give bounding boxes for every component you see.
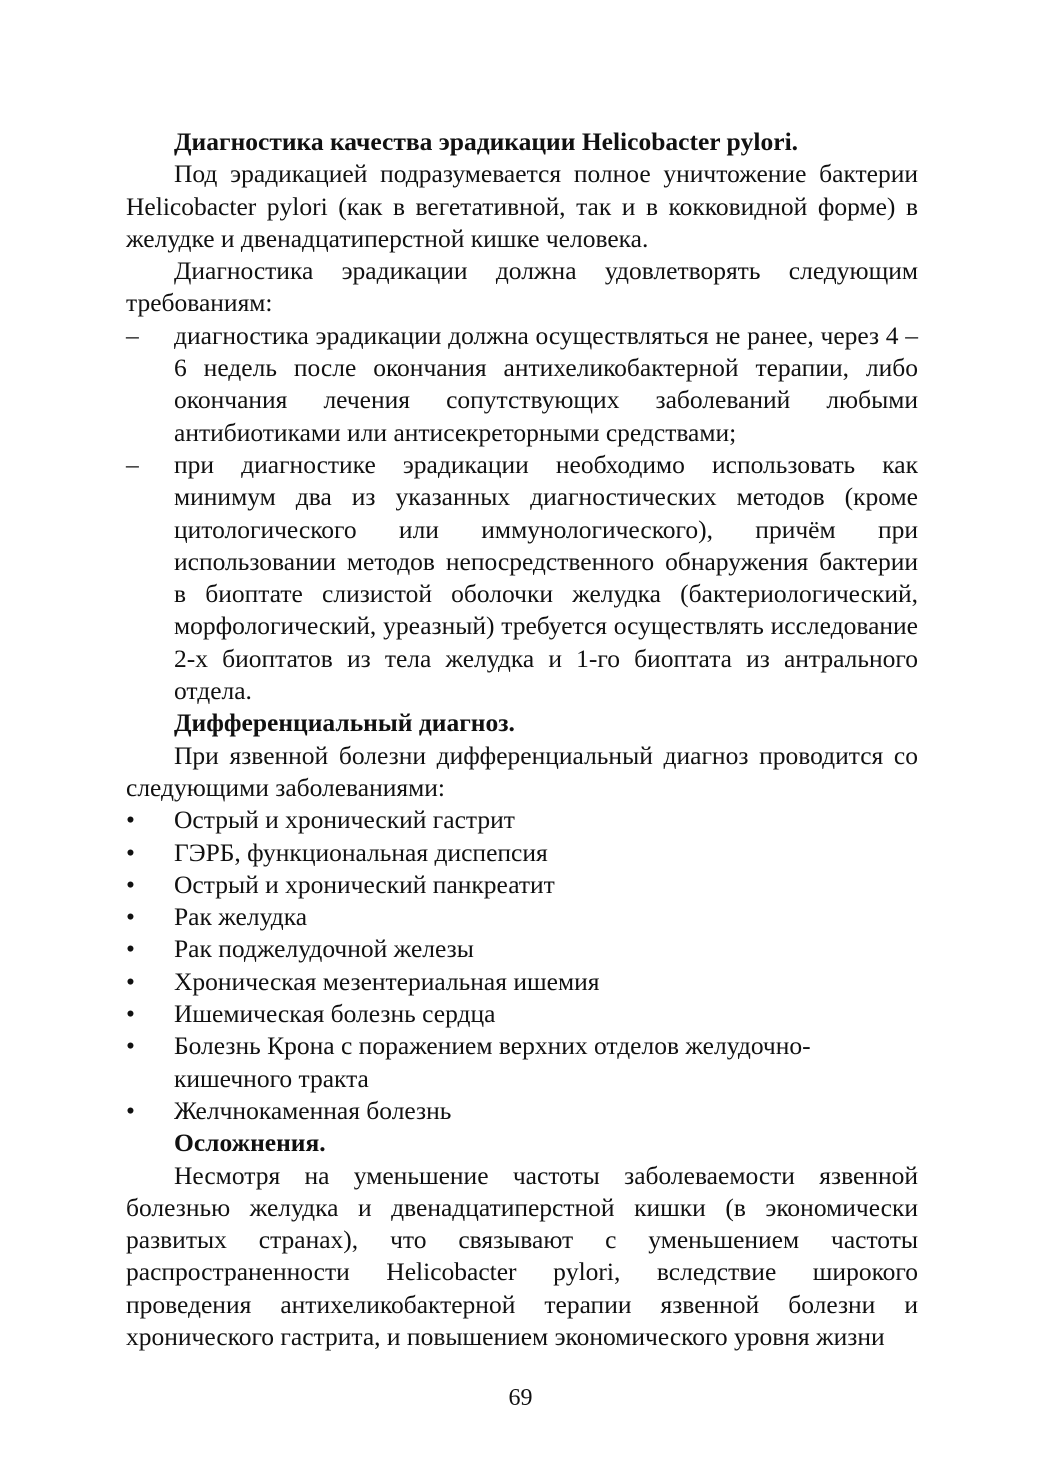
list-item-text: Рак поджелудочной железы: [174, 934, 474, 964]
list-item-text: Ишемическая болезнь сердца: [174, 999, 496, 1029]
list-item-text: Хроническая мезентериальная ишемия: [174, 966, 600, 996]
list-item: [126, 933, 918, 965]
list-item-text: ГЭРБ, функциональная диспепсия: [174, 837, 548, 867]
paragraph-complications: Несмотря на уменьшение частоты заболеваемости язвенной болезнью желудка и двенадцатиперстной кишки (в экономически развитых странах), что связывают с уменьшением частоты распространенности Helicobacter pylori, вследствие широкого проведения антихеликобактерной терапии язвенной болезни и хронического гастрита, и повышением экономического уровня жизни: [126, 1160, 918, 1351]
bullet-marker: •: [126, 966, 135, 996]
bullet-marker: •: [126, 1031, 135, 1061]
list-item: [126, 869, 918, 901]
bullet-marker: •: [126, 869, 135, 899]
list-item: [126, 966, 918, 998]
bullet-marker: •: [126, 934, 135, 964]
heading-differential-diagnosis: Дифференциальный диагноз.: [174, 708, 515, 738]
list-item-text: Желчнокаменная болезнь: [174, 1095, 452, 1125]
diseases-list: [126, 804, 918, 1127]
list-item: [126, 901, 918, 933]
list-item: [126, 1030, 918, 1095]
paragraph-differential-intro: При язвенной болезни дифференциальный диагноз проводится со следующими заболеваниями:: [126, 740, 918, 802]
page-number: 69: [508, 1385, 533, 1411]
dash-marker: –: [126, 320, 139, 350]
list-item-text: Болезнь Крона с поражением верхних отделов желудочно-кишечного тракта: [174, 1031, 811, 1093]
dash-marker: –: [126, 449, 139, 479]
bullet-marker: •: [126, 999, 135, 1029]
list-item-text: диагностика эрадикации должна осуществляться не ранее, через 4 – 6 недель после окончания антихеликобактерной терапии, либо окончания лечения сопутствующих заболеваний любыми антибиотиками или антисекреторными средствами;: [174, 320, 918, 447]
list-item: [126, 998, 918, 1030]
heading-eradication-diagnostics: Диагностика качества эрадикации Helicobacter pylori.: [174, 127, 799, 156]
list-item: [126, 837, 918, 869]
heading-complications: Осложнения.: [174, 1128, 326, 1158]
list-item-text: Острый и хронический гастрит: [174, 805, 515, 835]
page-body: [126, 126, 918, 1353]
list-item: [126, 320, 918, 449]
list-item-text: при диагностике эрадикации необходимо использовать как минимум два из указанных диагностических методов (кроме цитологического или иммунологического), причём при использовании методов непосредственного обнаружения бактерии в биоптате слизистой оболочки желудка (бактериологический, морфологический, уреазный) требуется осуществлять исследование 2-х биоптатов из тела желудка и 1-го биоптата из антрального отдела.: [174, 449, 918, 706]
bullet-marker: •: [126, 1095, 135, 1125]
list-item: [126, 449, 918, 707]
bullet-marker: •: [126, 902, 135, 932]
list-item: [126, 804, 918, 836]
list-item: [126, 1095, 918, 1127]
requirements-list: [126, 320, 918, 708]
bullet-marker: •: [126, 837, 135, 867]
paragraph-eradication-requirements-intro: Диагностика эрадикации должна удовлетворять следующим требованиям:: [126, 256, 918, 318]
list-item-text: Острый и хронический панкреатит: [174, 869, 555, 899]
list-item-text: Рак желудка: [174, 902, 308, 932]
bullet-marker: •: [126, 805, 135, 835]
paragraph-eradication-definition: Под эрадикацией подразумевается полное уничтожение бактерии Helicobacter pylori (как в вегетативной, так и в кокковидной форме) в желудке и двенадцатиперстной кишке человека.: [126, 159, 918, 253]
